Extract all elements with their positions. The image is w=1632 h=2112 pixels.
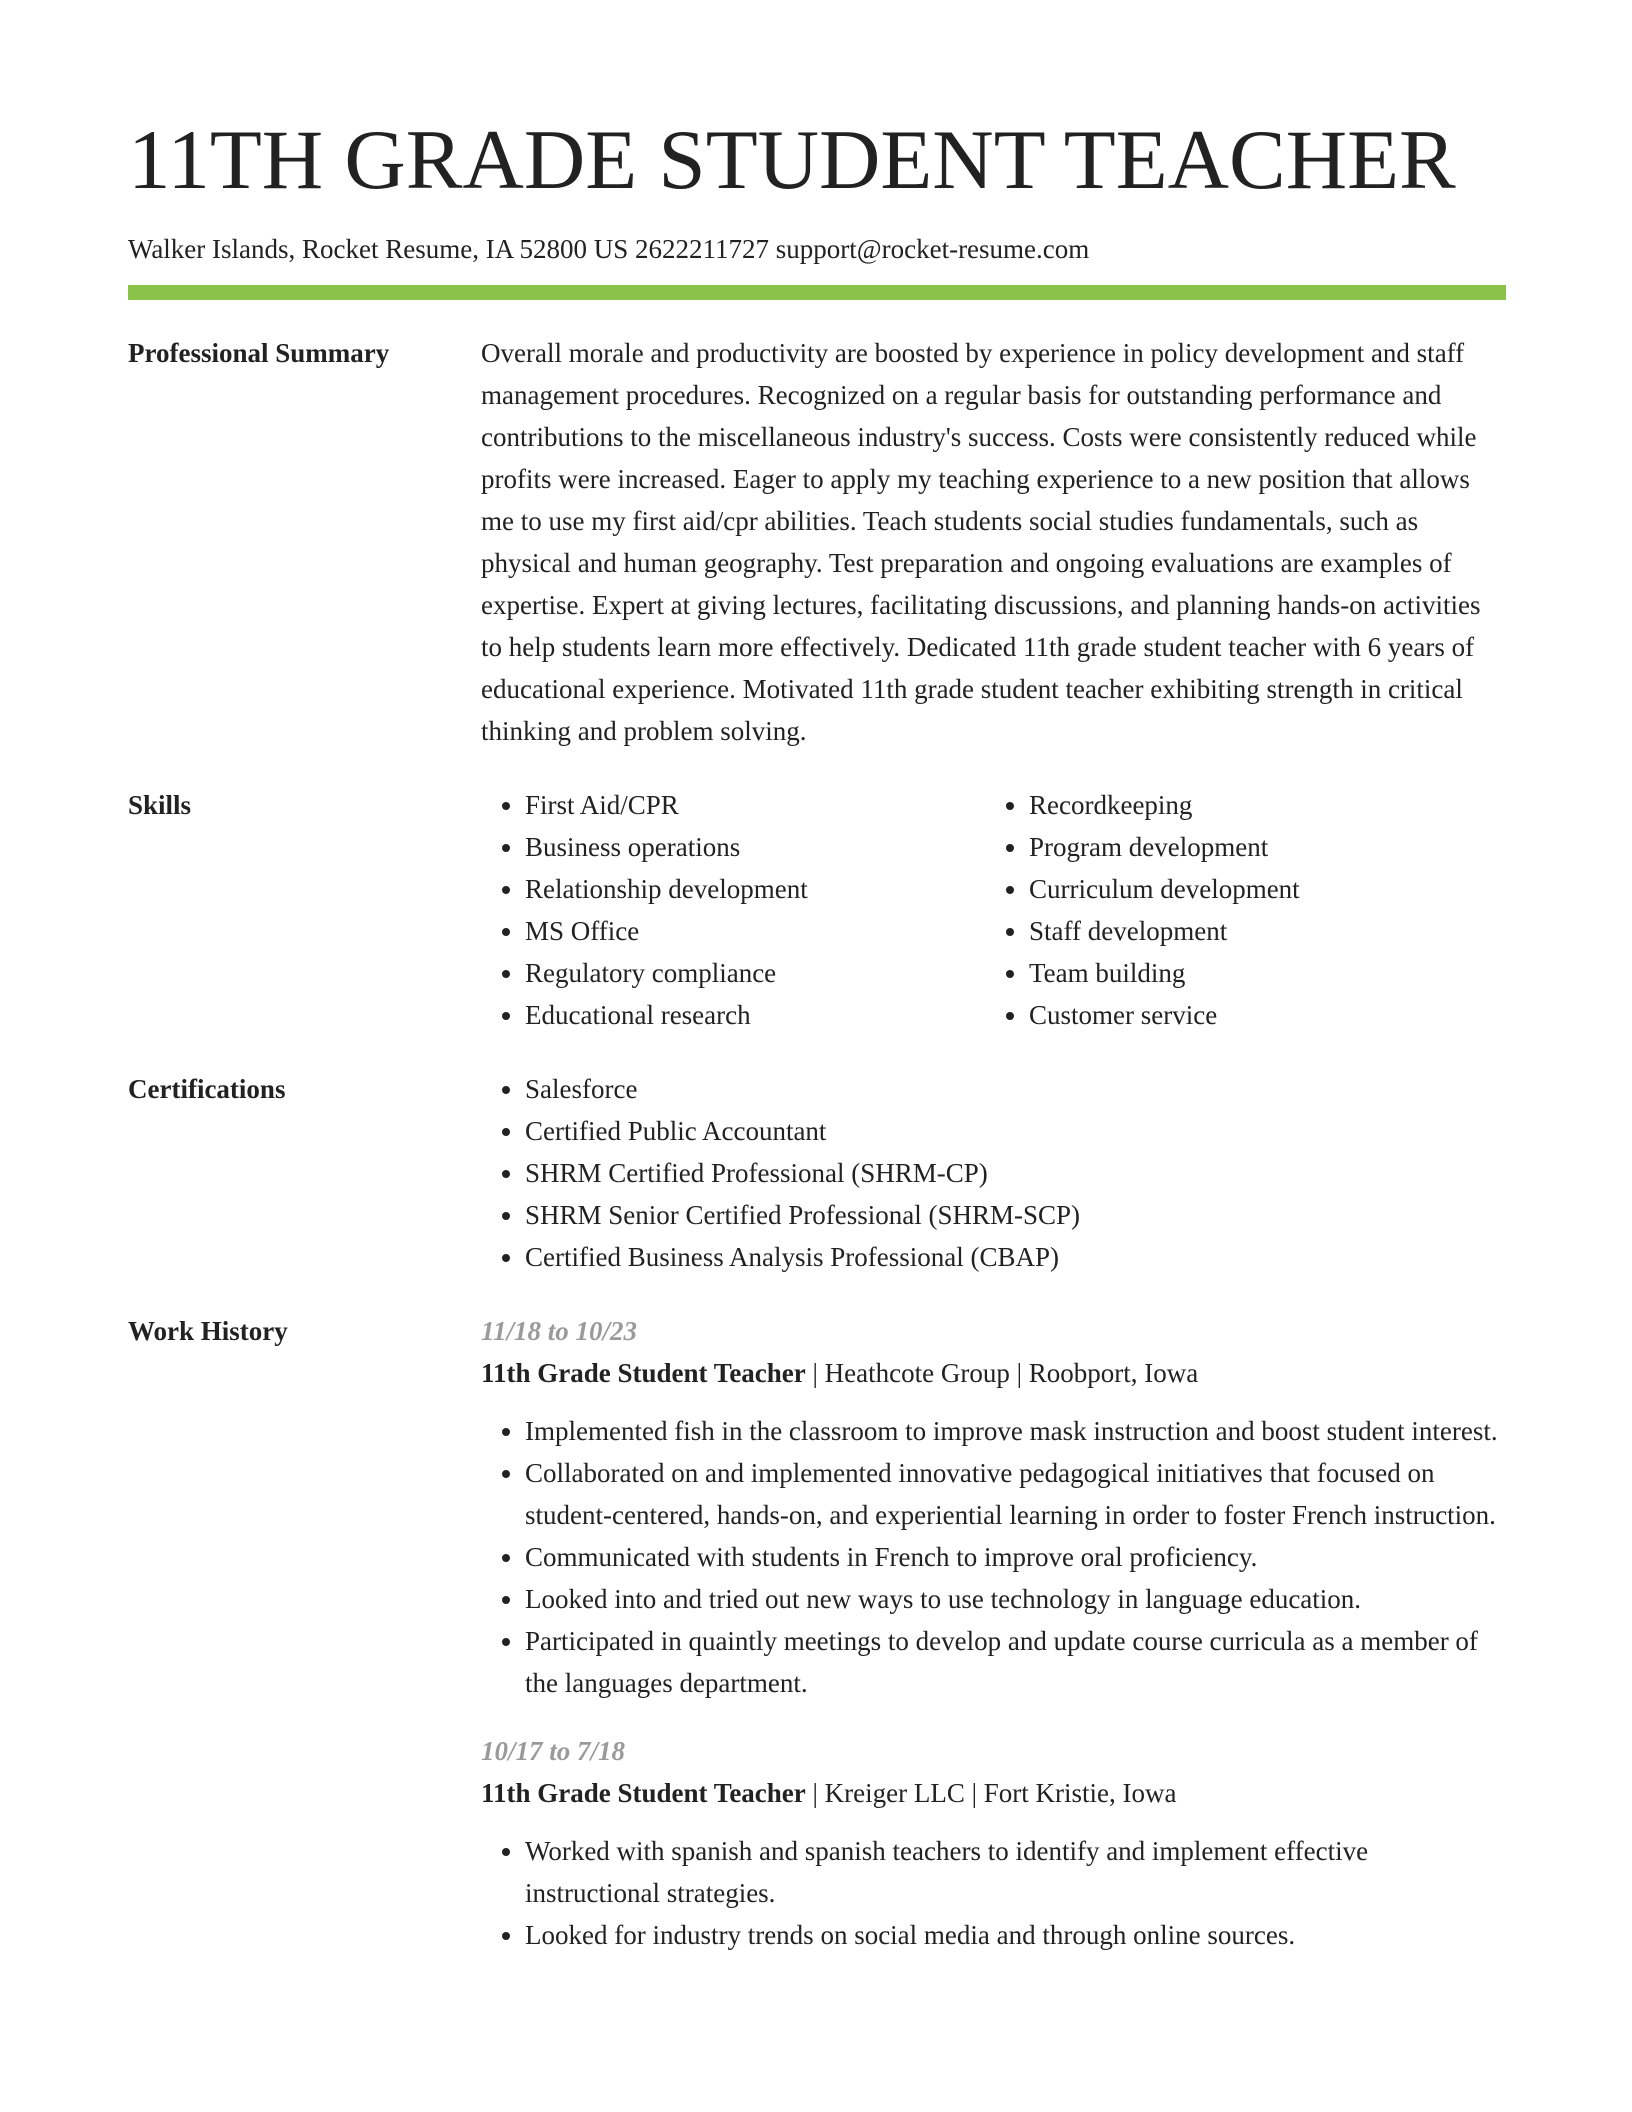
certifications-list — [481, 1068, 1506, 1278]
job-bullet: • Worked with spanish and spanish teachers to identify and implement effective instructional strategies. — [525, 1830, 1506, 1914]
job-bullet: • Implemented fish in the classroom to improve mask instruction and boost student interest. — [525, 1410, 1506, 1452]
skills-columns — [481, 784, 1506, 1036]
skill-item: • Program development — [1029, 826, 1506, 868]
skills-list-right — [985, 784, 1506, 1036]
skill-item: • First Aid/CPR — [525, 784, 985, 826]
job-entry — [481, 1730, 1506, 1956]
resume-name: 11TH GRADE STUDENT TEACHER — [128, 113, 1456, 207]
skill-item: • Team building — [1029, 952, 1506, 994]
skill-item: • Staff development — [1029, 910, 1506, 952]
job-dates: 10/17 to 7/18 — [481, 1736, 626, 1767]
header-accent-rule — [128, 285, 1506, 300]
certification-item: • Salesforce — [525, 1068, 1506, 1110]
skill-item: • Educational research — [525, 994, 985, 1036]
job-bullet: • Communicated with students in French to improve oral proficiency. — [525, 1536, 1506, 1578]
certification-item: • SHRM Senior Certified Professional (SHRM-SCP) — [525, 1194, 1506, 1236]
job-bullets — [481, 1830, 1506, 1956]
job-heading — [481, 1772, 1506, 1814]
skill-item: • MS Office — [525, 910, 985, 952]
section-label-skills: Skills — [128, 790, 192, 821]
job-details: | Heathcote Group | Roobport, Iowa — [805, 1358, 1199, 1389]
skill-item: • Curriculum development — [1029, 868, 1506, 910]
skill-item: • Business operations — [525, 826, 985, 868]
section-label-work-history: Work History — [128, 1316, 288, 1347]
job-bullet: • Participated in quaintly meetings to develop and update course curricula as a member of the languages department. — [525, 1620, 1506, 1704]
job-title: 11th Grade Student Teacher — [481, 1778, 806, 1809]
job-details: | Kreiger LLC | Fort Kristie, Iowa — [805, 1778, 1177, 1809]
section-label-summary: Professional Summary — [128, 338, 390, 369]
resume-page — [128, 113, 1506, 1956]
skill-item: • Relationship development — [525, 868, 985, 910]
job-entry — [481, 1310, 1506, 1704]
job-title: 11th Grade Student Teacher — [481, 1358, 806, 1389]
skill-item: • Recordkeeping — [1029, 784, 1506, 826]
work-history-body — [481, 1310, 1506, 1956]
certifications-section — [128, 1068, 1506, 1278]
contact-line: Walker Islands, Rocket Resume, IA 52800 US 2622211727 support@rocket-resume.com — [128, 234, 1090, 264]
job-bullet: • Collaborated on and implemented innovative pedagogical initiatives that focused on student-centered, hands-on, and experiential learning in order to foster French instruction. — [525, 1452, 1506, 1536]
skill-item: • Regulatory compliance — [525, 952, 985, 994]
certification-item: • Certified Public Accountant — [525, 1110, 1506, 1152]
job-bullet: • Looked for industry trends on social media and through online sources. — [525, 1914, 1506, 1956]
summary-text: Overall morale and productivity are boosted by experience in policy development and staff management procedures. Recognized on a regular basis for outstanding performance and contributions to the miscellaneous industry's success. Costs were consistently reduced while profits were increased. Eager to apply my teaching experience to a new position that allows me to use my first aid/cpr abilities. Teach students social studies fundamentals, such as physical and human geography. Test preparation and ongoing evaluations are examples of expertise. Expert at giving lectures, facilitating discussions, and planning hands-on activities to help students learn more effectively. Dedicated 11th grade student teacher with 6 years of educational experience. Motivated 11th grade student teacher exhibiting strength in critical thinking and problem solving. — [481, 338, 1481, 747]
certifications-body — [481, 1068, 1506, 1278]
work-history-section — [128, 1310, 1506, 1956]
professional-summary-section — [128, 332, 1506, 752]
job-dates: 11/18 to 10/23 — [481, 1316, 638, 1347]
section-label-certifications: Certifications — [128, 1074, 286, 1105]
job-bullet: • Looked into and tried out new ways to use technology in language education. — [525, 1578, 1506, 1620]
certification-item: • SHRM Certified Professional (SHRM-CP) — [525, 1152, 1506, 1194]
skills-section — [128, 784, 1506, 1036]
skill-item: • Customer service — [1029, 994, 1506, 1036]
job-bullets — [481, 1410, 1506, 1704]
skills-list-left — [481, 784, 985, 1036]
certification-item: • Certified Business Analysis Professional (CBAP) — [525, 1236, 1506, 1278]
job-heading — [481, 1352, 1506, 1394]
